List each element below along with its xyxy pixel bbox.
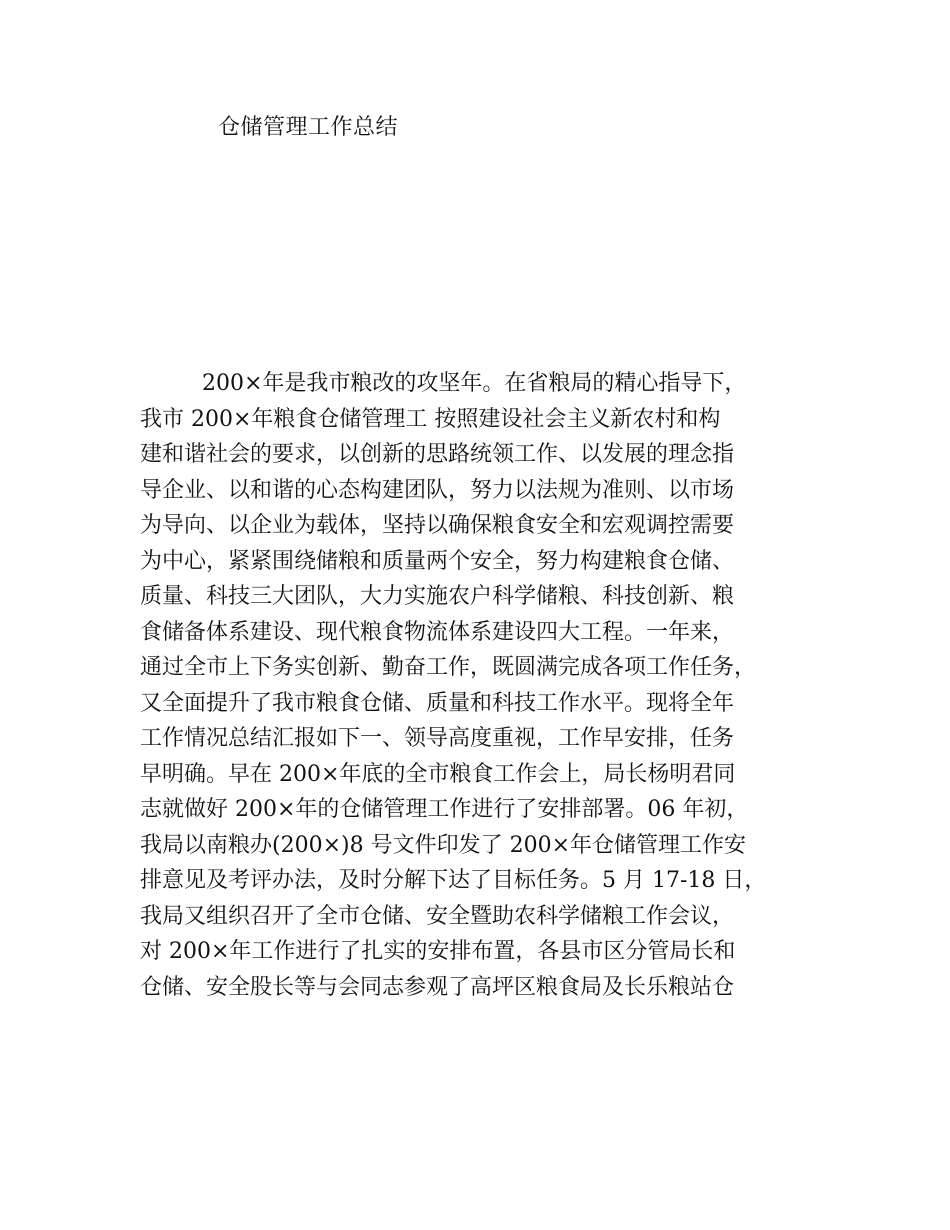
body-line: 仓储、安全股长等与会同志参观了高坪区粮食局及长乐粮站仓 bbox=[140, 974, 735, 1000]
body-line: 对 200×年工作进行了扎实的安排布置，各县市区分管局长和 bbox=[140, 939, 736, 964]
body-line: 我局又组织召开了全市仓储、安全暨助农科学储粮工作会议， bbox=[140, 903, 735, 929]
body-line: 志就做好 200×年的仓储管理工作进行了安排部署。06 年初， bbox=[140, 797, 749, 822]
body-line: 我市 200×年粮食仓储管理工 按照建设社会主义新农村和构 bbox=[140, 406, 721, 432]
body-line: 又全面提升了我市粮食仓储、质量和科技工作水平。现将全年 bbox=[140, 690, 735, 716]
body-line: 建和谐社会的要求，以创新的思路统领工作、以发展的理念指 bbox=[140, 442, 735, 467]
body-line: 导企业、以和谐的心态构建团队，努力以法规为准则、以市场 bbox=[140, 477, 735, 503]
body-line: 质量、科技三大团队，大力实施农户科学储粮、科技创新、粮 bbox=[140, 584, 735, 609]
body-line: 工作情况总结汇报如下一、领导高度重视，工作早安排，任务 bbox=[140, 726, 735, 751]
body-line: 我局以南粮办(200×)8 号文件印发了 200×年仓储管理工作安 bbox=[140, 832, 747, 858]
document-body bbox=[140, 366, 830, 1005]
body-line: 通过全市上下务实创新、勤奋工作，既圆满完成各项工作任务， bbox=[140, 655, 757, 680]
body-line: 食储备体系建设、现代粮食物流体系建设四大工程。一年来， bbox=[140, 619, 735, 645]
body-line: 200×年是我市粮改的攻坚年。在省粮局的精心指导下， bbox=[202, 371, 747, 396]
body-line: 排意见及考评办法，及时分解下达了目标任务。5 月 17-18 日， bbox=[140, 868, 767, 893]
body-line: 早明确。早在 200×年底的全市粮食工作会上，局长杨明君同 bbox=[140, 761, 736, 787]
document-title: 仓储管理工作总结 bbox=[218, 115, 399, 140]
body-line: 为中心，紧紧围绕储粮和质量两个安全，努力构建粮食仓储、 bbox=[140, 548, 735, 574]
body-line: 为导向、以企业为载体，坚持以确保粮食安全和宏观调控需要 bbox=[140, 513, 735, 538]
